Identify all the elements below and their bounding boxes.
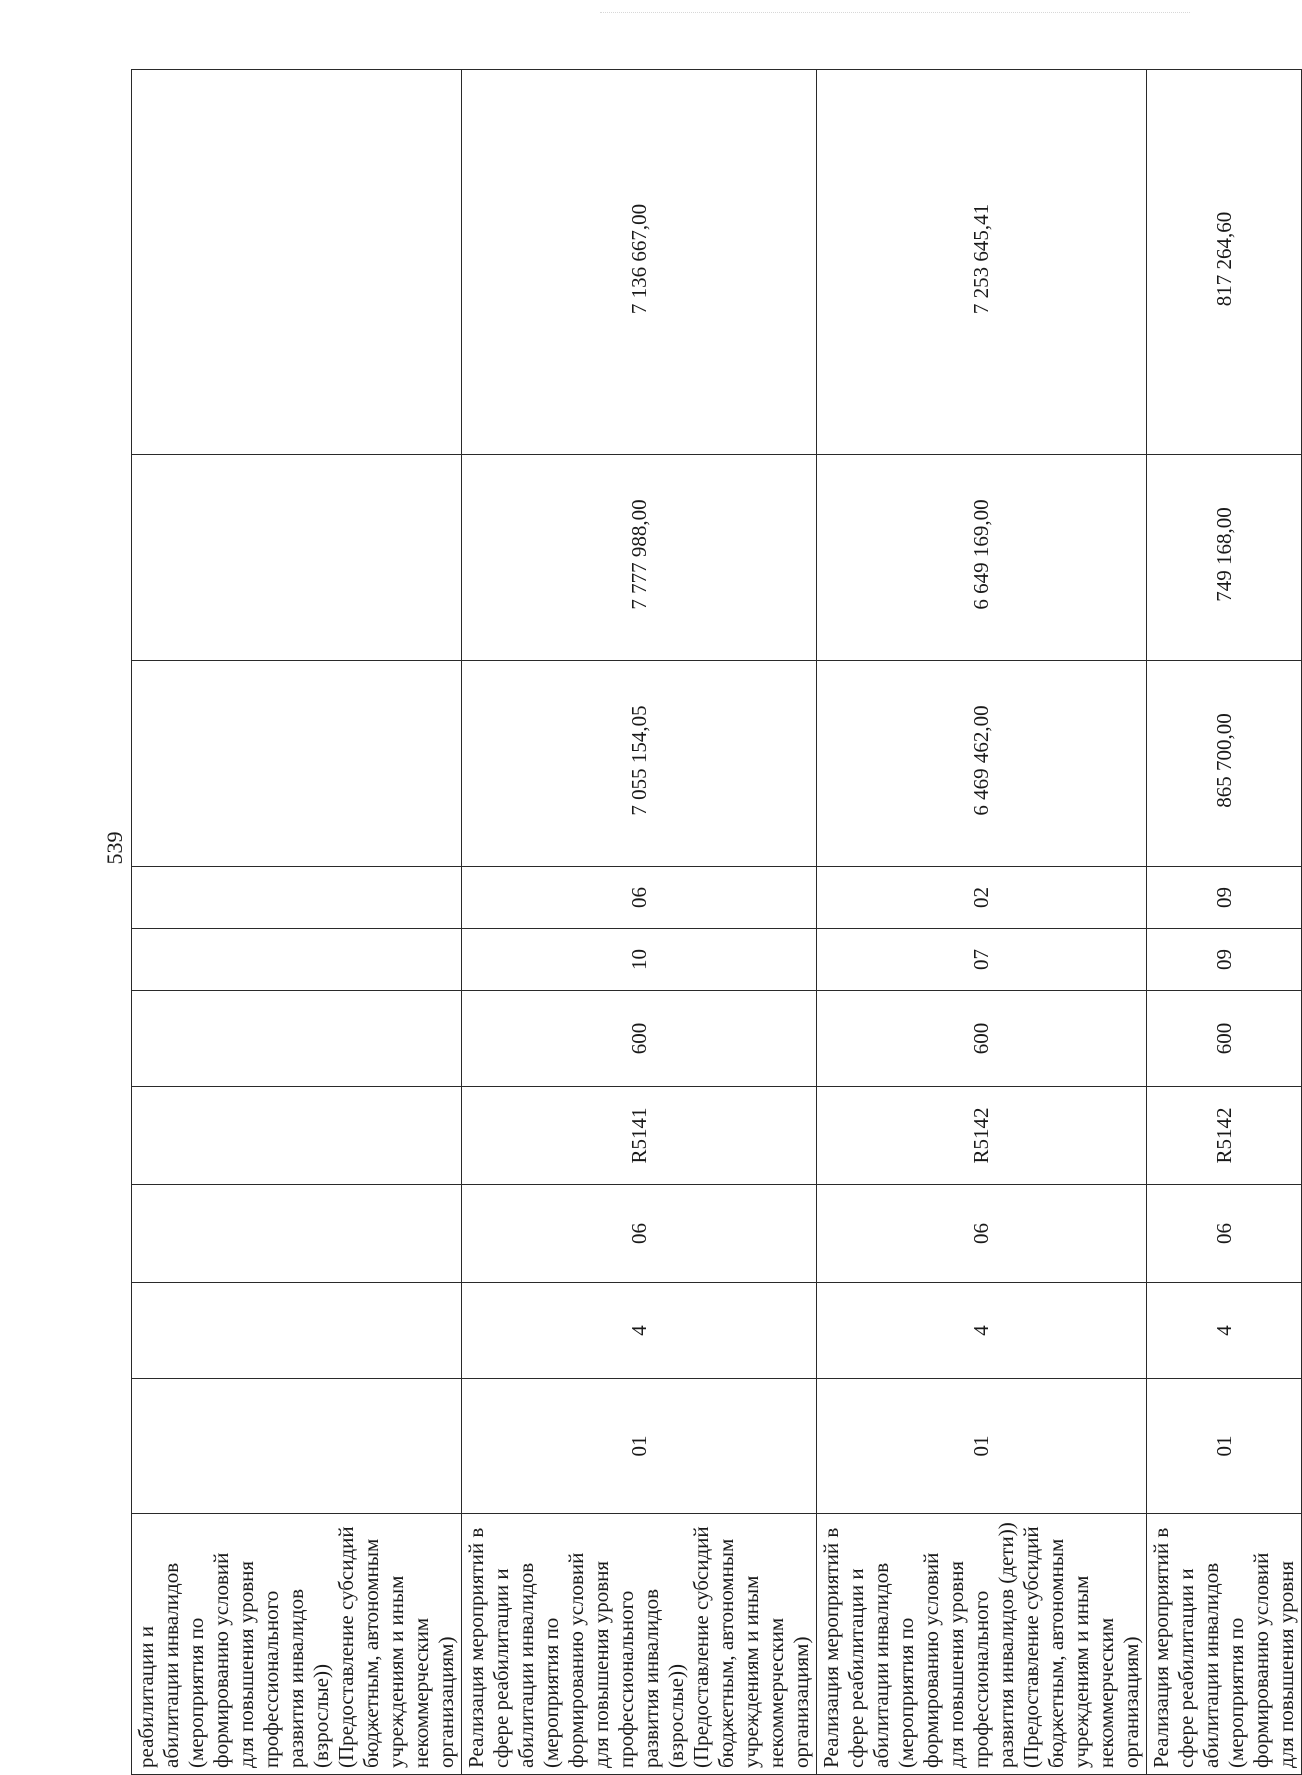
cell-amount-3: 7 136 667,00 — [462, 70, 817, 455]
cell-section — [132, 929, 462, 991]
cell-amount-2: 7 777 988,00 — [462, 455, 817, 661]
cell-direction: R5142 — [817, 1087, 1147, 1185]
cell-subsection: 06 — [462, 867, 817, 929]
cell-section: 10 — [462, 929, 817, 991]
cell-expense-type: 600 — [1147, 991, 1302, 1087]
row-description: реабилитации и абилитации инвалидов (мероприятия по формированию условий для повышения уровня профессионального развития инвалидов (взрослые)) (Предоставление субсидий бюджетным, автономным учреждениям и иным некоммерческим организациям) — [132, 1514, 462, 1775]
cell-program — [132, 1379, 462, 1514]
cell-expense-type — [132, 991, 462, 1087]
cell-amount-1: 865 700,00 — [1147, 661, 1302, 867]
table-row — [462, 70, 817, 1775]
row-description: Реализация мероприятий в сфере реабилитации и абилитации инвалидов (мероприятия по формированию условий для повышения уровня — [1147, 1514, 1302, 1775]
cell-subsection: 09 — [1147, 867, 1302, 929]
scan-artifact-line — [600, 12, 1190, 13]
cell-subsection: 02 — [817, 867, 1147, 929]
page-number: 539 — [102, 831, 127, 865]
cell-expense-type: 600 — [817, 991, 1147, 1087]
cell-expense-type: 600 — [462, 991, 817, 1087]
table-row — [1147, 70, 1302, 1775]
cell-amount-2: 6 649 169,00 — [817, 455, 1147, 661]
cell-subprogram — [132, 1283, 462, 1379]
cell-amount-2 — [132, 455, 462, 661]
cell-amount-3: 7 253 645,41 — [817, 70, 1147, 455]
cell-main-event — [132, 1185, 462, 1283]
cell-program: 01 — [1147, 1379, 1302, 1514]
cell-direction: R5141 — [462, 1087, 817, 1185]
cell-program: 01 — [462, 1379, 817, 1514]
cell-section: 07 — [817, 929, 1147, 991]
cell-subsection — [132, 867, 462, 929]
cell-main-event: 06 — [462, 1185, 817, 1283]
budget-table — [131, 69, 1302, 1775]
table-row — [817, 70, 1147, 1775]
row-description: Реализация мероприятий в сфере реабилитации и абилитации инвалидов (мероприятия по формированию условий для повышения уровня профессионального развития инвалидов (взрослые)) (Предоставление субсидий бюджетным, автономным учреждениям и иным некоммерческим организациям) — [462, 1514, 817, 1775]
cell-main-event: 06 — [1147, 1185, 1302, 1283]
cell-amount-1: 7 055 154,05 — [462, 661, 817, 867]
table-row — [132, 70, 462, 1775]
cell-amount-3 — [132, 70, 462, 455]
cell-main-event: 06 — [817, 1185, 1147, 1283]
cell-subprogram: 4 — [1147, 1283, 1302, 1379]
budget-table-container — [131, 70, 1298, 1775]
cell-direction — [132, 1087, 462, 1185]
cell-amount-3: 817 264,60 — [1147, 70, 1302, 455]
cell-subprogram: 4 — [462, 1283, 817, 1379]
cell-subprogram: 4 — [817, 1283, 1147, 1379]
cell-program: 01 — [817, 1379, 1147, 1514]
cell-section: 09 — [1147, 929, 1302, 991]
cell-direction: R5142 — [1147, 1087, 1302, 1185]
row-description: Реализация мероприятий в сфере реабилитации и абилитации инвалидов (мероприятия по формированию условий для повышения уровня профессионального развития инвалидов (дети)) (Предоставление субсидий бюджетным, автономным учреждениям и иным некоммерческим организациям) — [817, 1514, 1147, 1775]
cell-amount-1 — [132, 661, 462, 867]
cell-amount-1: 6 469 462,00 — [817, 661, 1147, 867]
cell-amount-2: 749 168,00 — [1147, 455, 1302, 661]
